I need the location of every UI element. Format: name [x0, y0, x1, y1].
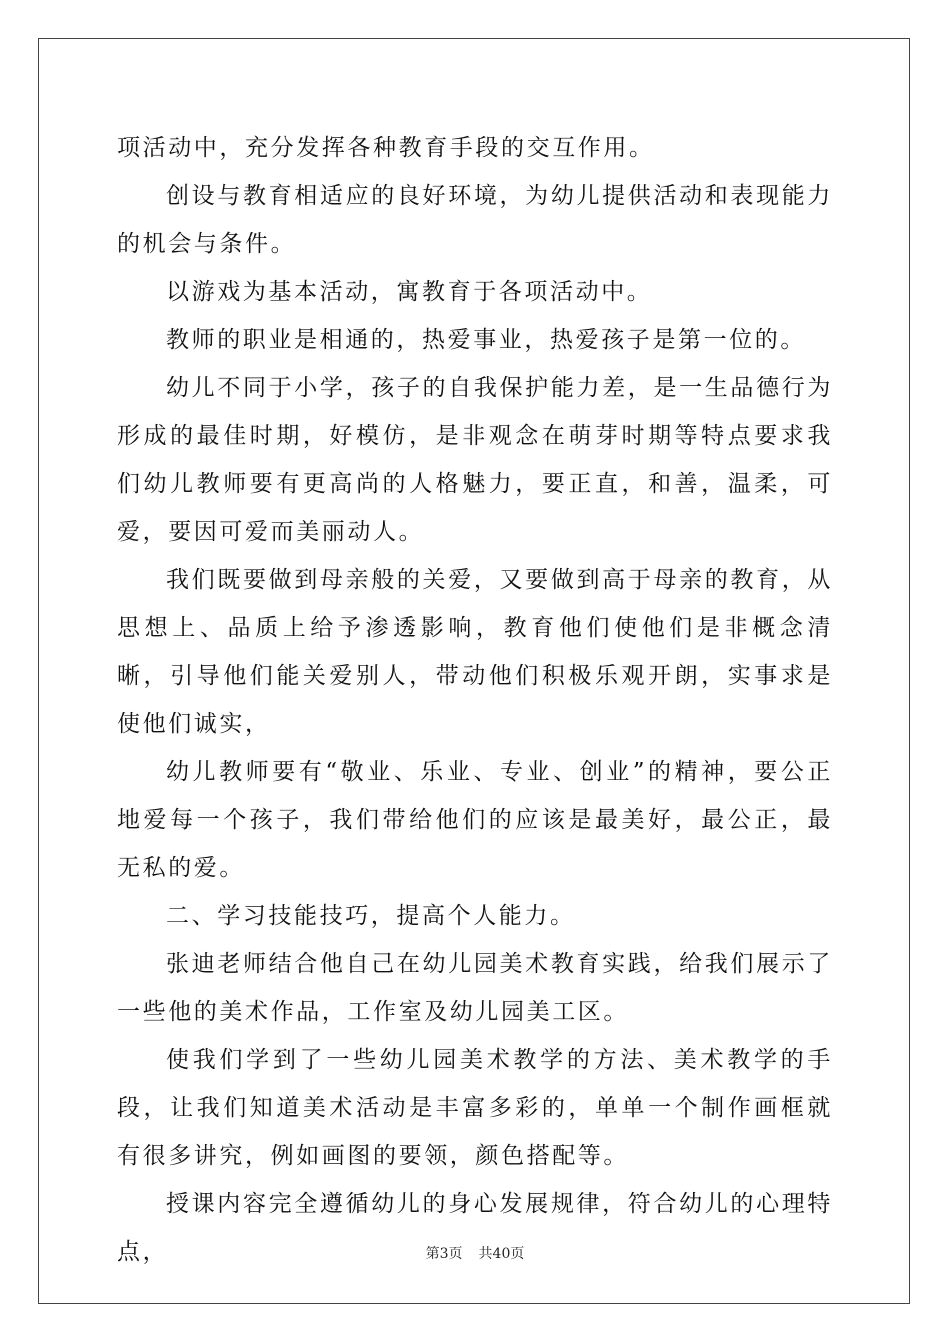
- paragraph-10: 使我们学到了一些幼儿园美术教学的方法、美术教学的手段，让我们知道美术活动是丰富多彩的，单单一个制作画框就有很多讲究，例如画图的要领，颜色搭配等。: [117, 1047, 833, 1169]
- page-number: 第3页: [425, 1246, 463, 1262]
- page-footer: [0, 1244, 950, 1264]
- paragraph-1: 项活动中，充分发挥各种教育手段的交互作用。: [117, 135, 655, 161]
- paragraph-4: 教师的职业是相通的，热爱事业，热爱孩子是第一位的。: [166, 327, 806, 353]
- paragraph-7: 幼儿教师要有“敬业、乐业、专业、创业”的精神，要公正地爱每一个孩子，我们带给他们的应该是最美好，最公正，最无私的爱。: [117, 759, 833, 881]
- paragraph-5: 幼儿不同于小学，孩子的自我保护能力差，是一生品德行为形成的最佳时期，好模仿，是非观念在萌芽时期等特点要求我们幼儿教师要有更高尚的人格魅力，要正直，和善，温柔，可爱，要因可爱而美丽动人。: [117, 375, 833, 545]
- paragraph-11: 授课内容完全遵循幼儿的身心发展规律，符合幼儿的心理特点，: [117, 1191, 833, 1265]
- paragraph-9: 张迪老师结合他自己在幼儿园美术教育实践，给我们展示了一些他的美术作品，工作室及幼儿园美工区。: [117, 951, 833, 1025]
- document-body: [117, 124, 833, 1276]
- paragraph-6: 我们既要做到母亲般的关爱，又要做到高于母亲的教育，从思想上、品质上给予渗透影响，教育他们使他们是非概念清晰，引导他们能关爱别人，带动他们积极乐观开朗，实事求是使他们诚实，: [117, 567, 833, 737]
- section-heading: 二、学习技能技巧，提高个人能力。: [166, 903, 576, 929]
- page-total: 共40页: [478, 1246, 525, 1262]
- paragraph-2: 创设与教育相适应的良好环境，为幼儿提供活动和表现能力的机会与条件。: [117, 183, 833, 257]
- paragraph-3: 以游戏为基本活动，寓教育于各项活动中。: [166, 279, 653, 305]
